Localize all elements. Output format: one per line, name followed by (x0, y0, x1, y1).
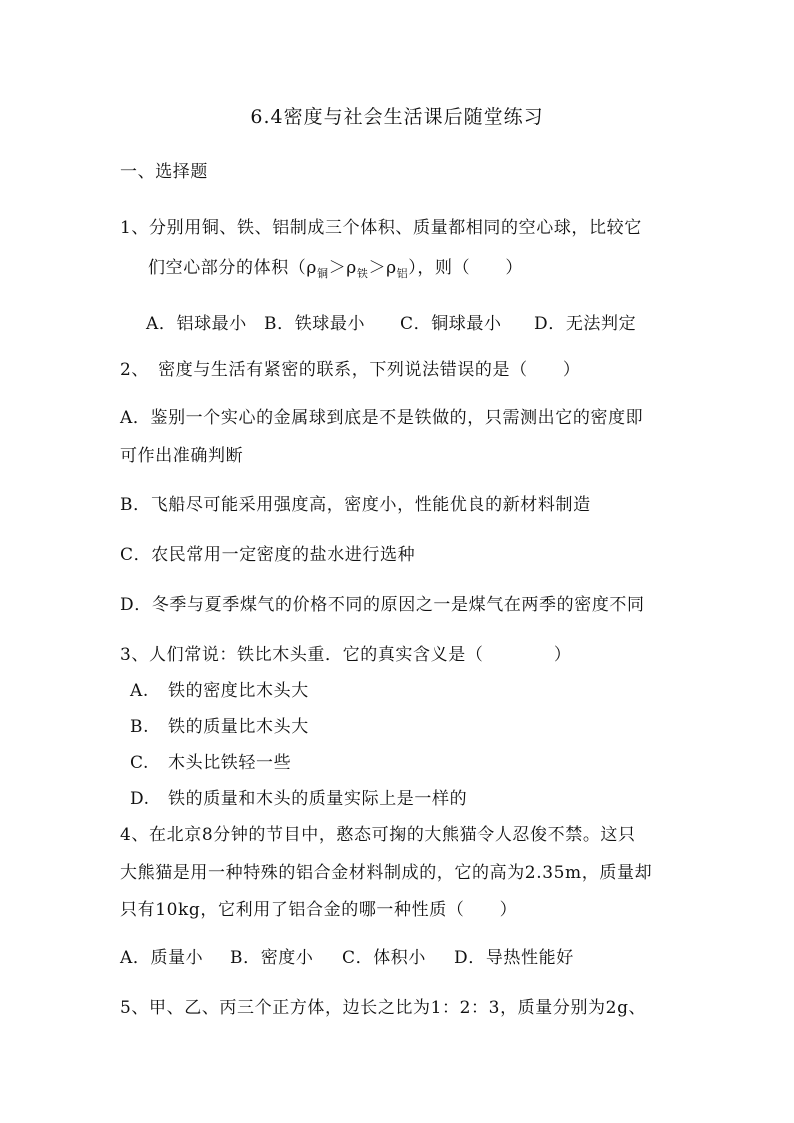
q2-option-c[interactable]: C．农民常用一定密度的盐水进行选种 (120, 545, 416, 565)
section-heading: 一、选择题 (120, 162, 208, 182)
rho-sub-copper: 铜 (317, 267, 329, 280)
page-title: 6.4密度与社会生活课后随堂练习 (250, 106, 544, 128)
greater-than: ＞ (368, 258, 387, 278)
q3-option-d[interactable] (130, 787, 467, 811)
rho-symbol: ρ (386, 258, 397, 278)
q1-option-b[interactable]: B．铁球最小 (264, 314, 366, 334)
q2-option-b[interactable]: B．飞船尽可能采用强度高，密度小，性能优良的新材料制造 (120, 495, 591, 515)
q1-option-d[interactable]: D．无法判定 (534, 314, 637, 334)
q5-stem-line1: 5、甲、乙、丙三个正方体，边长之比为1：2：3，质量分别为2g、 (120, 998, 647, 1018)
q4-option-b[interactable]: B．密度小 (230, 948, 314, 968)
rho-symbol: ρ (346, 258, 357, 278)
q1-option-c[interactable]: C．铜球最小 (400, 314, 502, 334)
q1-options (146, 312, 636, 336)
q3-option-c-text: 木头比铁轻一些 (168, 753, 292, 773)
q1-option-a[interactable]: A．铝球最小 (146, 314, 247, 334)
q2-stem: 2、 密度与生活有紧密的联系，下列说法错误的是（ ） (120, 360, 581, 380)
q4-option-d[interactable]: D．导热性能好 (454, 948, 574, 968)
rho-sub-al: 铝 (396, 267, 409, 280)
q3-option-b[interactable] (130, 715, 309, 739)
rho-sub-iron: 铁 (356, 267, 369, 280)
q4-option-a[interactable]: A．质量小 (120, 948, 204, 968)
q3-option-b-text: 铁的质量比木头大 (168, 717, 309, 737)
q1-stem-line2-post: ），则（ ） (408, 258, 523, 278)
q2-option-d[interactable]: D．冬季与夏季煤气的价格不同的原因之一是煤气在两季的密度不同 (120, 595, 645, 615)
q4-stem-line3: 只有10kg，它利用了铝合金的哪一种性质（ ） (120, 900, 518, 920)
q4-stem-line2: 大熊猫是用一种特殊的铝合金材料制成的，它的高为2.35m，质量却 (120, 863, 653, 883)
q1-stem-line2-pre: 们空心部分的体积（ (148, 258, 307, 278)
q4-stem-line1: 4、在北京8分钟的节目中，憨态可掬的大熊猫令人忍俊不禁。这只 (120, 825, 636, 845)
q1-stem-line1: 1、分别用铜、铁、铝制成三个体积、质量都相同的空心球，比较它 (120, 218, 642, 238)
q3-option-d-letter: D. (130, 789, 150, 809)
q3-option-c-letter: C. (130, 753, 150, 773)
q3-option-c[interactable] (130, 751, 291, 775)
q4-option-c[interactable]: C．体积小 (342, 948, 427, 968)
q1-stem-line2 (148, 256, 523, 286)
q3-option-a[interactable] (130, 679, 309, 703)
q4-options (120, 946, 574, 970)
q3-option-d-text: 铁的质量和木头的质量实际上是一样的 (168, 789, 468, 809)
rho-symbol: ρ (306, 258, 318, 278)
q2-option-a-line1[interactable]: A．鉴别一个实心的金属球到底是不是铁做的，只需测出它的密度即 (120, 408, 644, 428)
q3-option-b-letter: B. (130, 717, 150, 737)
q3-option-a-text: 铁的密度比木头大 (168, 681, 309, 701)
q3-stem: 3、人们常说：铁比木头重．它的真实含义是（ ） (120, 645, 572, 665)
greater-than: ＞ (328, 258, 347, 278)
q3-option-a-letter: A. (130, 681, 149, 701)
q2-option-a-line2[interactable]: 可作出准确判断 (120, 446, 244, 466)
